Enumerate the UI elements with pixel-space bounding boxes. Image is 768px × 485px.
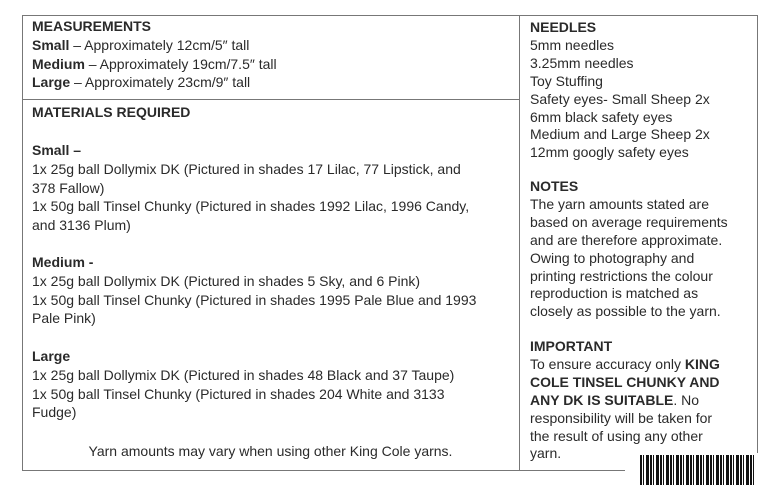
notes-line: The yarn amounts stated are	[530, 195, 709, 212]
material-line: Fudge)	[32, 404, 77, 421]
divider	[757, 15, 758, 453]
measurement-text: – Approximately 23cm/9″ tall	[70, 74, 251, 91]
notes-section	[530, 178, 728, 321]
group-label: Medium -	[32, 254, 94, 270]
needles-section	[530, 19, 710, 162]
needles-line: Medium and Large Sheep 2x	[530, 126, 710, 143]
materials-large	[32, 347, 454, 422]
material-line: 1x 50g ball Tinsel Chunky (Pictured in shades 204 White and 3133	[32, 385, 445, 402]
notes-line: printing restrictions the colour	[530, 267, 713, 284]
needles-line: 5mm needles	[530, 36, 615, 53]
needles-heading: NEEDLES	[530, 19, 597, 35]
important-bold: KING	[684, 355, 720, 372]
important-text: To ensure accuracy only	[530, 355, 685, 372]
important-line	[530, 356, 720, 374]
important-heading: IMPORTANT	[530, 338, 613, 354]
materials-medium	[32, 253, 476, 328]
size-label: Small	[32, 36, 70, 53]
material-line: 1x 25g ball Dollymix DK (Pictured in shades 48 Black and 37 Taupe)	[32, 366, 455, 383]
barcode-icon	[640, 455, 756, 485]
needles-line: 6mm black safety eyes	[530, 108, 673, 125]
material-line: and 3136 Plum)	[32, 217, 131, 234]
measurement-medium	[32, 55, 277, 74]
group-label: Large	[32, 348, 71, 364]
material-line: 1x 50g ball Tinsel Chunky (Pictured in shades 1992 Lilac, 1996 Candy,	[32, 198, 470, 215]
material-line: 1x 25g ball Dollymix DK (Pictured in shades 17 Lilac, 77 Lipstick, and	[32, 160, 461, 177]
divider	[519, 15, 520, 470]
needles-line: 12mm googly safety eyes	[530, 144, 689, 161]
yarn-footer-note: Yarn amounts may vary when using other King Cole yarns.	[88, 443, 453, 459]
divider	[519, 15, 757, 16]
important-line: responsibility will be taken for	[530, 409, 713, 426]
divider	[22, 99, 519, 100]
measurement-large	[32, 73, 277, 92]
important-bold: ANY DK IS SUITABLE	[530, 391, 674, 408]
size-label: Large	[32, 74, 71, 91]
materials-heading: MATERIALS REQUIRED	[32, 104, 191, 120]
materials-heading-block	[32, 103, 190, 122]
notes-line: based on average requirements	[530, 213, 728, 230]
material-line: 378 Fallow)	[32, 179, 105, 196]
important-line	[530, 392, 720, 410]
measurement-small	[32, 36, 277, 55]
needles-line: Toy Stuffing	[530, 72, 603, 89]
measurements-heading: MEASUREMENTS	[32, 18, 152, 34]
notes-line: reproduction is matched as	[530, 285, 699, 302]
group-label: Small –	[32, 142, 82, 158]
important-bold: COLE TINSEL CHUNKY AND	[530, 373, 720, 390]
notes-line: and are therefore approximate.	[530, 231, 723, 248]
notes-line: closely as possible to the yarn.	[530, 303, 721, 320]
measurement-text: – Approximately 19cm/7.5″ tall	[84, 55, 277, 72]
divider	[22, 470, 625, 471]
material-line: 1x 25g ball Dollymix DK (Pictured in shades 5 Sky, and 6 Pink)	[32, 272, 421, 289]
material-line: Pale Pink)	[32, 310, 96, 327]
size-label: Medium	[32, 55, 85, 72]
important-line: yarn.	[530, 445, 562, 462]
materials-small	[32, 141, 469, 235]
important-text: . No	[673, 391, 700, 408]
important-line: the result of using any other	[530, 427, 703, 444]
material-line: 1x 50g ball Tinsel Chunky (Pictured in shades 1995 Pale Blue and 1993	[32, 291, 477, 308]
needles-line: 3.25mm needles	[530, 54, 634, 71]
measurements-section	[32, 17, 277, 92]
measurement-text: – Approximately 12cm/5″ tall	[69, 36, 250, 53]
important-section	[530, 338, 720, 463]
notes-line: Owing to photography and	[530, 249, 695, 266]
notes-heading: NOTES	[530, 178, 579, 194]
needles-line: Safety eyes- Small Sheep 2x	[530, 90, 710, 107]
